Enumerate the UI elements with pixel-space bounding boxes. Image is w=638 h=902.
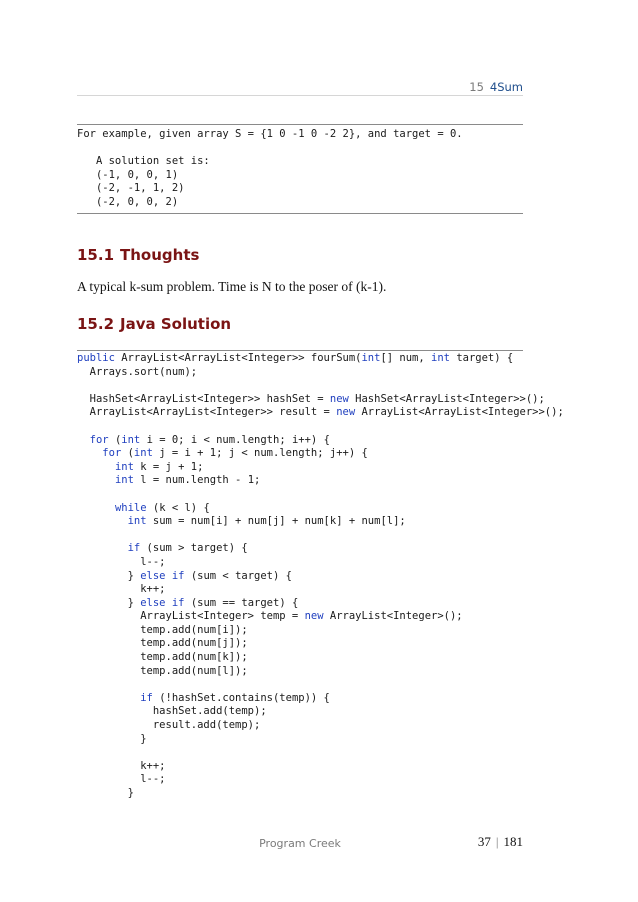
code-keyword: new xyxy=(304,610,324,623)
section-number: 15.2 xyxy=(77,315,115,333)
code-keyword: new xyxy=(329,392,349,405)
section-heading-java-solution xyxy=(77,315,231,333)
code-line: public ArrayList<ArrayList<Integer>> fourSum(int[] num, int target) { xyxy=(77,352,514,364)
java-code-block xyxy=(77,352,564,801)
code-line: } else if (sum < target) { xyxy=(77,569,292,582)
code-line: temp.add(num[i]); xyxy=(77,623,248,636)
page-header xyxy=(469,80,523,94)
code-line: while (k < l) { xyxy=(114,501,210,514)
code-line: } else if (sum == target) { xyxy=(77,596,299,609)
code-line: k++; xyxy=(77,759,166,772)
code-keyword: if xyxy=(171,569,185,582)
code-line xyxy=(77,379,564,393)
code-line: if (sum > target) { xyxy=(127,542,248,555)
code-keyword: int xyxy=(114,460,134,473)
code-line: l--; xyxy=(77,773,166,786)
code-keyword: if xyxy=(127,542,141,555)
code-keyword: else xyxy=(140,596,166,609)
code-keyword: if xyxy=(140,691,153,704)
code-line xyxy=(77,529,564,543)
code-line: temp.add(num[k]); xyxy=(77,651,248,664)
code-keyword: for xyxy=(89,433,109,446)
code-line: ArrayList<Integer> temp = new ArrayList<Integer>(); xyxy=(77,610,463,623)
code-line: if (!hashSet.contains(temp)) { xyxy=(140,691,330,704)
section-number: 15.1 xyxy=(77,246,115,264)
code-line: l--; xyxy=(77,555,166,568)
total-pages: 181 xyxy=(503,834,523,849)
section-heading-thoughts xyxy=(77,246,199,264)
section-title: Java Solution xyxy=(120,315,232,333)
code-line: } xyxy=(77,732,147,745)
thoughts-paragraph: A typical k-sum problem. Time is N to the poser of (k-1). xyxy=(77,279,387,294)
code-keyword: int xyxy=(133,447,153,460)
code-keyword: int xyxy=(121,433,141,446)
code-keyword: int xyxy=(361,352,381,364)
code-line: temp.add(num[j]); xyxy=(77,637,248,650)
code-line xyxy=(77,746,564,760)
code-line: Arrays.sort(num); xyxy=(77,365,198,378)
code-line: For example, given array S = {1 0 -1 0 -2 2}, and target = 0. xyxy=(77,128,463,140)
section-title: Thoughts xyxy=(120,246,200,264)
example-block-top-rule xyxy=(77,124,523,125)
code-keyword: new xyxy=(336,406,356,419)
code-keyword: else xyxy=(140,569,166,582)
code-line: int l = num.length - 1; xyxy=(114,474,261,487)
code-keyword: if xyxy=(171,596,185,609)
code-line: temp.add(num[l]); xyxy=(77,664,248,677)
code-line xyxy=(77,488,564,502)
code-line: for (int i = 0; i < num.length; i++) { xyxy=(89,433,330,446)
footer-page-number xyxy=(478,834,523,850)
footer-source: Program Creek xyxy=(259,837,341,850)
code-line: k++; xyxy=(77,583,166,596)
code-line: int k = j + 1; xyxy=(114,460,204,473)
code-line: A solution set is: xyxy=(77,155,210,168)
code-line: for (int j = i + 1; j < num.length; j++) { xyxy=(102,447,368,460)
code-line: hashSet.add(temp); xyxy=(77,705,267,718)
code-line xyxy=(77,420,564,434)
code-line: result.add(temp); xyxy=(77,719,261,732)
page-separator: | xyxy=(495,834,499,849)
code-line: int sum = num[i] + num[j] + num[k] + num[l]; xyxy=(127,515,406,528)
example-code-block xyxy=(77,128,463,210)
chapter-number: 15 xyxy=(469,80,484,94)
chapter-title: 4Sum xyxy=(489,80,523,94)
header-divider xyxy=(77,95,523,96)
code-keyword: int xyxy=(114,474,134,487)
code-line xyxy=(77,678,564,692)
code-keyword: while xyxy=(114,501,147,514)
code-line: ArrayList<ArrayList<Integer>> result = new ArrayList<ArrayList<Integer>>(); xyxy=(77,406,564,419)
code-line: } xyxy=(77,787,134,799)
code-line: (-1, 0, 0, 1) xyxy=(77,168,179,181)
code-line: HashSet<ArrayList<Integer>> hashSet = new HashSet<ArrayList<Integer>>(); xyxy=(77,392,545,405)
code-keyword: int xyxy=(431,352,450,364)
code-block-top-rule xyxy=(77,350,523,351)
page-number: 37 xyxy=(477,834,491,849)
code-keyword: int xyxy=(127,515,147,528)
code-line: (-2, -1, 1, 2) xyxy=(77,182,185,195)
code-line: (-2, 0, 0, 2) xyxy=(77,195,179,208)
example-block-bottom-rule xyxy=(77,213,523,214)
code-line xyxy=(77,142,463,156)
code-keyword: for xyxy=(102,447,122,460)
code-keyword: public xyxy=(77,352,115,364)
